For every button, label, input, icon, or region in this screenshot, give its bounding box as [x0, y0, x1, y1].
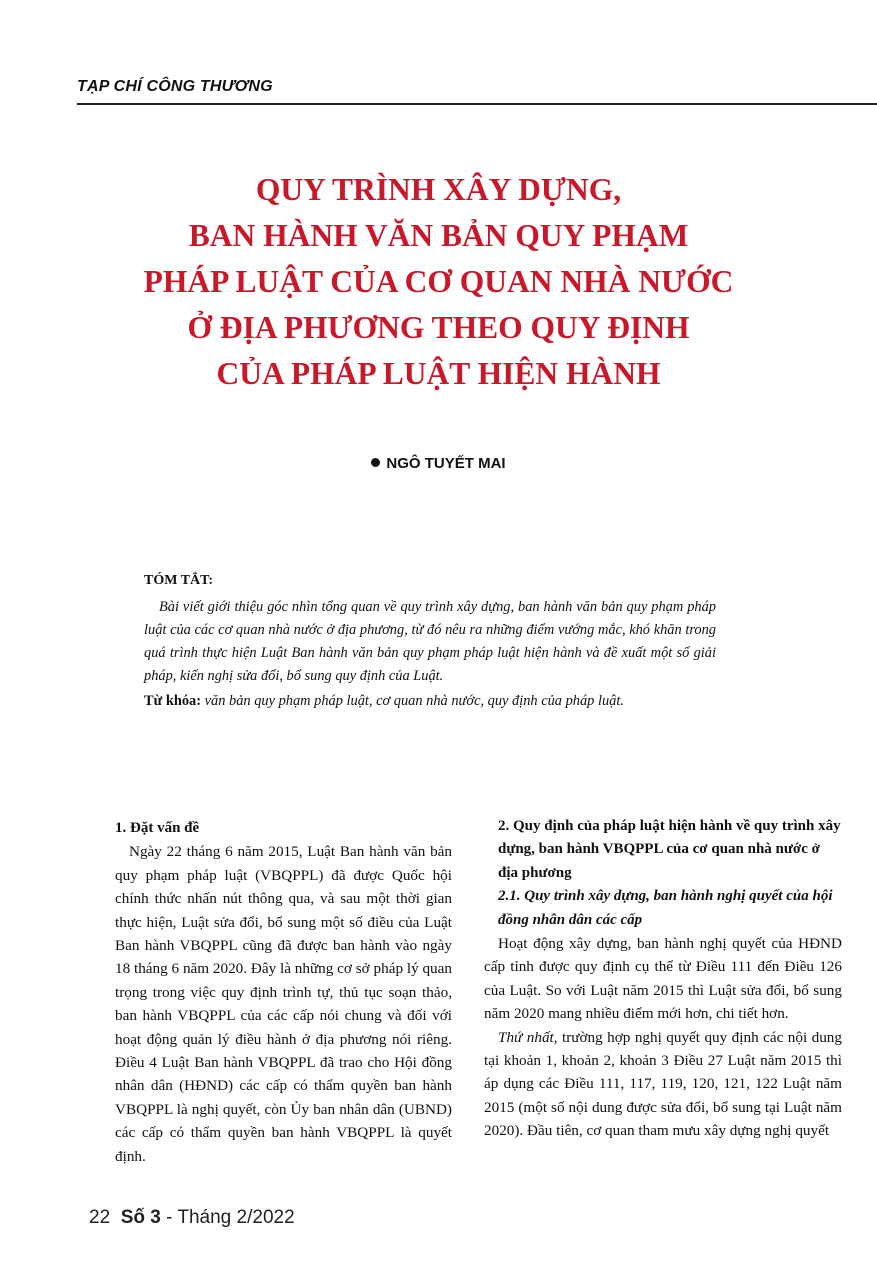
title-line: CỦA PHÁP LUẬT HIỆN HÀNH [216, 356, 661, 391]
left-column [115, 817, 452, 1168]
title-line: Ở ĐỊA PHƯƠNG THEO QUY ĐỊNH [187, 310, 690, 345]
title-line: BAN HÀNH VĂN BẢN QUY PHẠM [188, 218, 689, 253]
page-footer [89, 1207, 295, 1229]
section-1-heading: 1. Đặt vấn đề [115, 820, 200, 836]
page-number: 22 [89, 1207, 111, 1228]
section-1-paragraph: Ngày 22 tháng 6 năm 2015, Luật Ban hành văn bản quy phạm pháp luật (VBQPPL) đã được Quốc hội chính thức nhấn nút thông qua, và sau một thời gian thực hiện, Luật sửa đổi, bổ sung một số điều của Luật Ban hành VBQPPL cũng đã được ban hành vào ngày 18 tháng 6 năm 2020. Đây là những cơ sở pháp lý quan trọng trong việc quy định trình tự, thủ tục soạn thảo, ban hành VBQPPL của các cấp nói chung và đối với hoạt động quản lý điều hành ở địa phương nói riêng. Điều 4 Luật Ban hành VBQPPL đã trao cho Hội đồng nhân dân (HĐND) các cấp có thẩm quyền ban hành VBQPPL là nghị quyết, còn Ủy ban nhân dân (UBND) các cấp có thẩm quyền ban hành VBQPPL là quyết định. [115, 843, 452, 1165]
footer-separator: - [160, 1207, 178, 1228]
section-2-paragraph-2 [484, 1026, 842, 1143]
keywords [144, 690, 716, 713]
right-column [484, 815, 842, 1143]
abstract-heading: TÓM TẮT: [144, 573, 214, 588]
article-title [60, 167, 817, 397]
author-name: NGÔ TUYẾT MAI [386, 455, 506, 472]
author-byline [0, 455, 877, 472]
issue-date: Tháng 2/2022 [177, 1207, 295, 1228]
abstract [144, 569, 716, 713]
paragraph-text: trường hợp nghị quyết quy định các nội dung tại khoản 1, khoản 2, khoản 3 Điều 27 Luật năm 2015 thì áp dụng các Điều 111, 117, 119, 120, 121, 122 Luật năm 2015 (một số nội dung được sửa đổi, bổ sung tại Luật năm 2020). Đầu tiên, cơ quan tham mưu xây dựng nghị quyết [484, 1028, 842, 1140]
section-2-paragraph-1: Hoạt động xây dựng, ban hành nghị quyết của HĐND cấp tỉnh được quy định cụ thể từ Điều 111 đến Điều 126 của Luật. So với Luật năm 2015 thì Luật sửa đổi, bổ sung năm 2020 mang nhiều điểm mới hơn, chi tiết hơn. [484, 935, 842, 1023]
title-line: PHÁP LUẬT CỦA CƠ QUAN NHÀ NƯỚC [143, 264, 734, 299]
title-line: QUY TRÌNH XÂY DỰNG, [255, 172, 622, 207]
journal-name: TẠP CHÍ CÔNG THƯƠNG [77, 78, 273, 95]
paragraph-lead: Thứ nhất, [498, 1028, 558, 1046]
section-2-1-heading: 2.1. Quy trình xây dựng, ban hành nghị quyết của hội đồng nhân dân các cấp [498, 888, 833, 928]
keywords-label: Từ khóa: [144, 693, 202, 709]
issue-label: Số 3 [120, 1207, 161, 1228]
keywords-text: văn bản quy phạm pháp luật, cơ quan nhà nước, quy định của pháp luật. [204, 693, 624, 709]
section-2-heading: 2. Quy định của pháp luật hiện hành về quy trình xây dựng, ban hành VBQPPL của cơ quan nhà nước ở địa phương [498, 818, 841, 881]
bullet-icon [371, 458, 380, 467]
abstract-body: Bài viết giới thiệu góc nhìn tổng quan về quy trình xây dựng, ban hành văn bản quy phạm pháp luật của các cơ quan nhà nước ở địa phương, từ đó nêu ra những điểm vướng mắc, khó khăn trong quá trình thực hiện Luật Ban hành văn bản quy phạm pháp luật hiện hành và đề xuất một số giải pháp, kiến nghị sửa đổi, bổ sung quy định của Luật. [144, 599, 716, 684]
header-rule [77, 103, 877, 105]
